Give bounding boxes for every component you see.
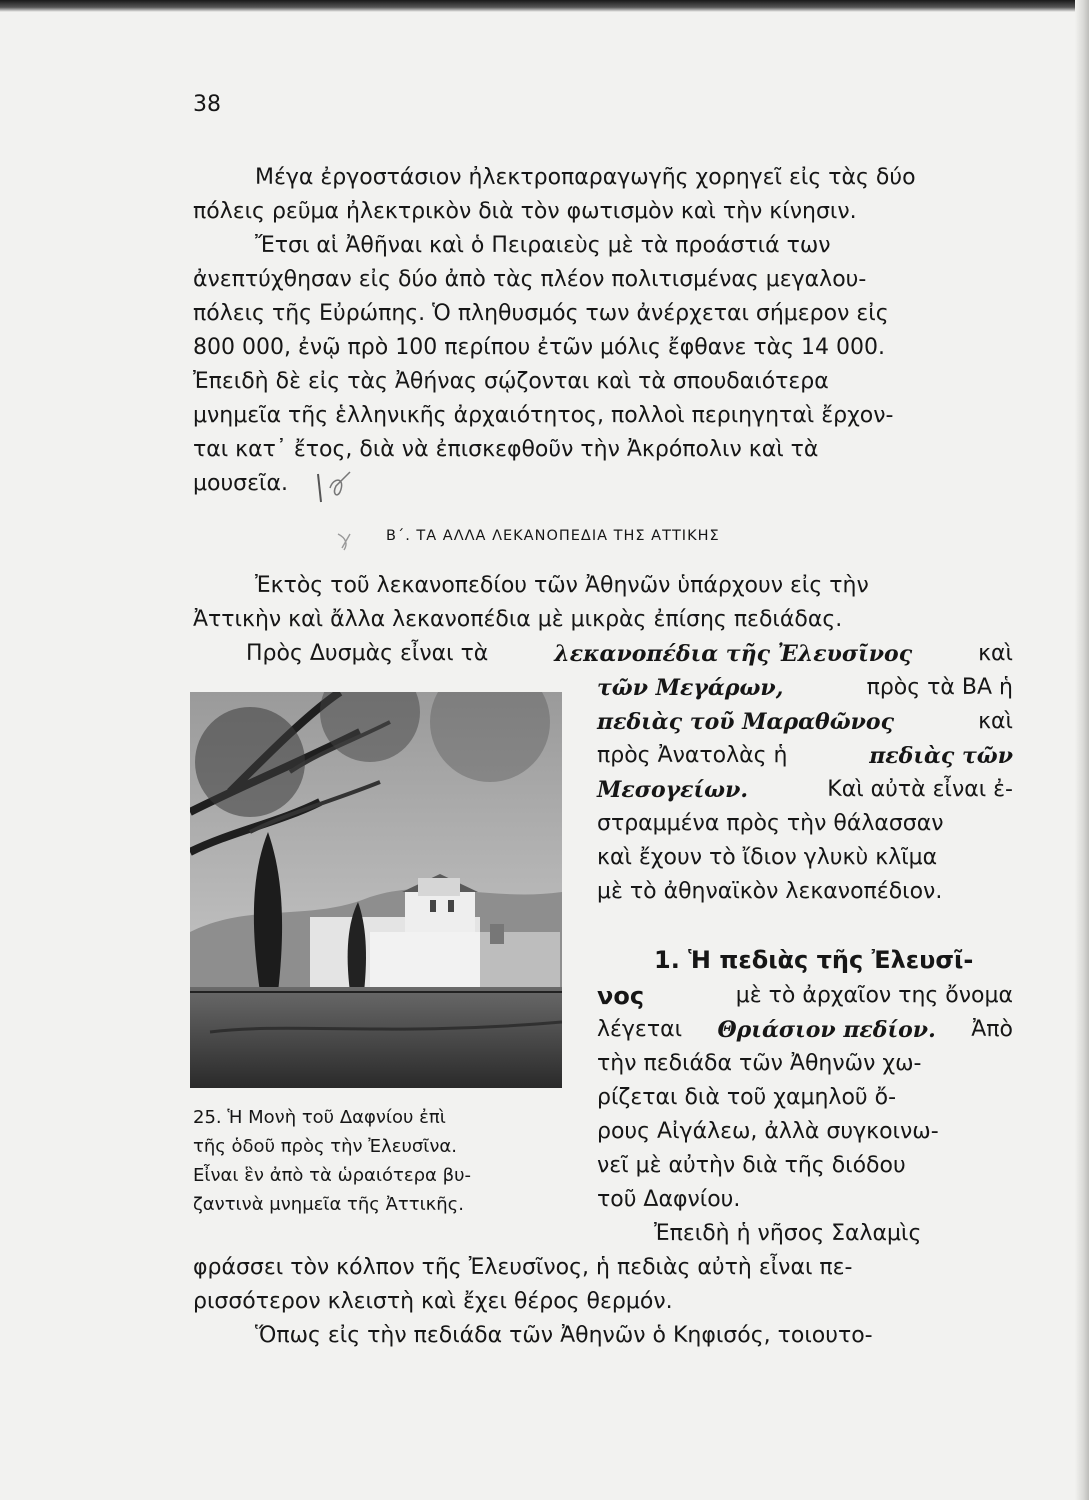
text-line: Ἔτσι αἱ Ἀθῆναι καὶ ὁ Πειραιεὺς μὲ τὰ προάστιά των [255,233,831,258]
text-line: ἀνεπτύχθησαν εἰς δύο ἀπὸ τὰς πλέον πολιτισμένας μεγαλου- [193,267,867,292]
text-line: ρους Αἰγάλεω, ἀλλὰ συγκοινω- [597,1119,939,1144]
pencil-mark-icon [334,530,356,552]
text-line: πεδιὰς τοῦ Μαραθῶνος καὶ [597,709,1013,735]
text-line: Ἀττικὴν καὶ ἄλλα λεκανοπέδια μὲ μικρὰς ἐπίσης πεδιάδας. [193,607,843,632]
text-line: μνημεῖα τῆς ἑλληνικῆς ἀρχαιότητος, πολλοὶ περιηγηταὶ ἔρχον- [193,403,894,428]
text-line: πόλεις τῆς Εὐρώπης. Ὁ πληθυσμός των ἀνέρχεται σήμερον εἰς [193,301,889,326]
text-line: λέγεται Θριάσιον πεδίον. Ἀπὸ [597,1017,1013,1043]
photo-daphni-monastery [190,692,562,1088]
text-line: Ἐπειδὴ ἡ νῆσος Σαλαμὶς [654,1221,922,1246]
text-line: νος μὲ τὸ ἀρχαῖον της ὄνομα [597,982,1013,1010]
text-line: τὴν πεδιάδα τῶν Ἀθηνῶν χω- [597,1051,922,1076]
figure-caption-line: τῆς ὁδοῦ πρὸς τὴν Ἐλευσῖνα. [193,1136,458,1157]
scan-top-edge [0,0,1089,12]
text-line: καὶ ἔχουν τὸ ἴδιον γλυκὺ κλῖμα [597,845,938,870]
text-line: Μεσογείων. Καὶ αὐτὰ εἶναι ἐ- [597,777,1013,803]
text-line: νεῖ μὲ αὐτὴν διὰ τῆς διόδου [597,1153,906,1178]
text-line: ται κατ᾽ ἔτος, διὰ νὰ ἐπισκεφθοῦν τὴν Ἀκρόπολιν καὶ τὰ [193,437,819,462]
text-line: 800 000, ἐνῷ πρὸ 100 περίπου ἐτῶν μόλις ἔφθανε τὰς 14 000. [193,335,886,360]
figure-caption-line: Εἶναι ἓν ἀπὸ τὰ ὡραιότερα βυ- [193,1165,472,1186]
text-line: Ἐκτὸς τοῦ λεκανοπεδίου τῶν Ἀθηνῶν ὑπάρχουν εἰς τὴν [255,573,869,598]
text-line: Ἐπειδὴ δὲ εἰς τὰς Ἀθήνας σῴζονται καὶ τὰ σπουδαιότερα [193,369,829,394]
text-line: Ὅπως εἰς τὴν πεδιάδα τῶν Ἀθηνῶν ὁ Κηφισός, τοιουτο- [255,1323,873,1348]
text-line: πρὸς Ἀνατολὰς ἡ πεδιὰς τῶν [597,743,1013,769]
text-line: τῶν Μεγάρων, πρὸς τὰ ΒΑ ἡ [597,675,1013,701]
text-line: Μέγα ἐργοστάσιον ἠλεκτροπαραγωγῆς χορηγεῖ εἰς τὰς δύο [255,165,916,190]
text-line: ρίζεται διὰ τοῦ χαμηλοῦ ὄ- [597,1085,897,1110]
text-line: φράσσει τὸν κόλπον τῆς Ἐλευσῖνος, ἡ πεδιὰς αὐτὴ εἶναι πε- [193,1255,853,1280]
scan-right-edge [1075,0,1089,1500]
text-line: πόλεις ρεῦμα ἠλεκτρικὸν διὰ τὸν φωτισμὸν καὶ τὴν κίνησιν. [193,199,857,224]
text-line: μὲ τὸ ἀθηναϊκὸν λεκανοπέδιον. [597,879,943,904]
section-heading: Β΄. ΤΑ ΑΛΛΑ ΛΕΚΑΝΟΠΕΔΙΑ ΤΗΣ ΑΤΤΙΚΗΣ [386,528,720,544]
page-number: 38 [193,92,221,117]
subsection-heading: 1. Ἡ πεδιὰς τῆς Ἐλευσῖ- [654,946,974,974]
pencil-mark-icon [310,466,370,506]
text-line: μουσεῖα. [193,471,288,496]
figure-caption-line: 25. Ἡ Μονὴ τοῦ Δαφνίου ἐπὶ [193,1107,446,1128]
text-line: ρισσότερον κλειστὴ καὶ ἔχει θέρος θερμόν. [193,1289,673,1314]
text-line: τοῦ Δαφνίου. [597,1187,741,1212]
figure-caption-line: ζαντινὰ μνημεῖα τῆς Ἀττικῆς. [193,1194,464,1215]
text-line: στραμμένα πρὸς τὴν θάλασσαν [597,811,944,836]
text-line: Πρὸς Δυσμὰς εἶναι τὰ λεκανοπέδια τῆς Ἐλευσῖνος καὶ [246,641,1013,667]
